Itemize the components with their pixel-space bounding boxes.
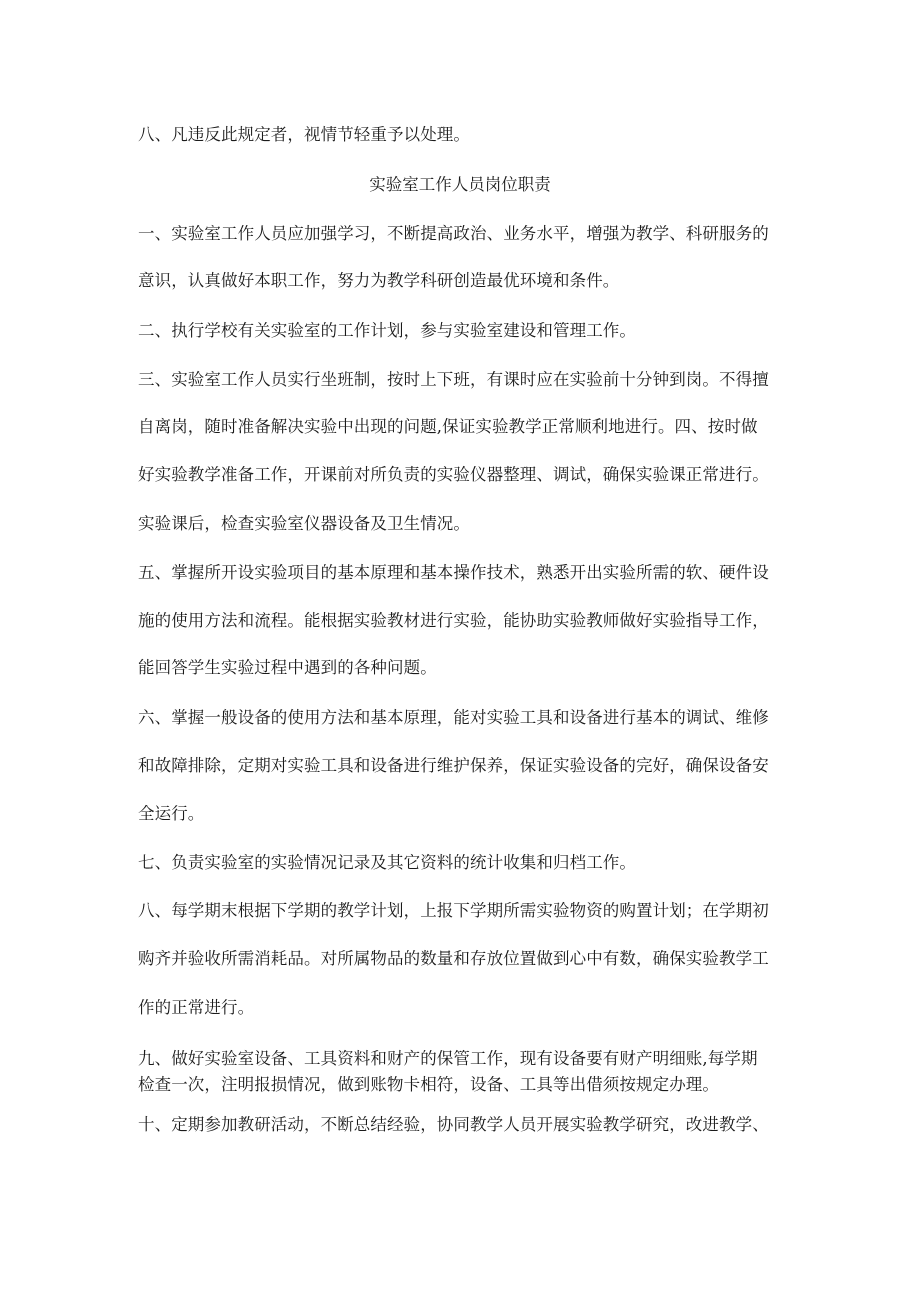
paragraph-line: 九、做好实验室设备、工具资料和财产的保管工作，现有设备要有财产明细账,每学期	[138, 1049, 758, 1068]
paragraph-line: 实验课后，检查实验室仪器设备及卫生情况。	[138, 514, 470, 533]
paragraph-line: 五、掌握所开设实验项目的基本原理和基本操作技术，熟悉开出实验所需的软、硬件设	[138, 563, 769, 582]
paragraph-line: 施的使用方法和流程。能根据实验教材进行实验，能协助实验教师做好实验指导工作，	[138, 611, 769, 630]
paragraph-line: 购齐并验收所需消耗品。对所属物品的数量和存放位置做到心中有数，确保实验教学工	[138, 949, 769, 968]
paragraph-line: 检查一次，注明报损情况，做到账物卡相符，设备、工具等出借须按规定办理。	[138, 1075, 719, 1094]
page-title: 实验室工作人员岗位职责	[369, 175, 551, 194]
paragraph-line: 全运行。	[138, 804, 205, 823]
paragraph-line: 作的正常进行。	[138, 998, 255, 1017]
paragraph-line: 二、执行学校有关实验室的工作计划，参与实验室建设和管理工作。	[138, 321, 636, 340]
paragraph-line: 六、掌握一般设备的使用方法和基本原理，能对实验工具和设备进行基本的调试、维修	[138, 708, 769, 727]
paragraph-line: 一、实验室工作人员应加强学习，不断提高政治、业务水平，增强为教学、科研服务的	[138, 224, 769, 243]
paragraph-line: 八、凡违反此规定者，视情节轻重予以处理。	[138, 125, 470, 144]
paragraph-line: 自离岗，随时准备解决实验中出现的问题,保证实验教学正常顺利地进行。四、按时做	[138, 417, 758, 436]
paragraph-line: 意识，认真做好本职工作，努力为教学科研创造最优环境和条件。	[138, 271, 620, 290]
paragraph-line: 能回答学生实验过程中遇到的各种问题。	[138, 658, 437, 677]
paragraph-line: 七、负责实验室的实验情况记录及其它资料的统计收集和归档工作。	[138, 853, 636, 872]
paragraph-line: 和故障排除，定期对实验工具和设备进行维护保养，保证实验设备的完好，确保设备安	[138, 756, 769, 775]
paragraph-line: 八、每学期末根据下学期的教学计划，上报下学期所需实验物资的购置计划；在学期初	[138, 901, 769, 920]
paragraph-line: 三、实验室工作人员实行坐班制，按时上下班，有课时应在实验前十分钟到岗。不得擅	[138, 370, 769, 389]
paragraph-line: 好实验教学准备工作，开课前对所负责的实验仪器整理、调试，确保实验课正常进行。	[138, 465, 769, 484]
paragraph-line: 十、定期参加教研活动，不断总结经验，协同教学人员开展实验教学研究，改进教学、	[138, 1115, 769, 1134]
